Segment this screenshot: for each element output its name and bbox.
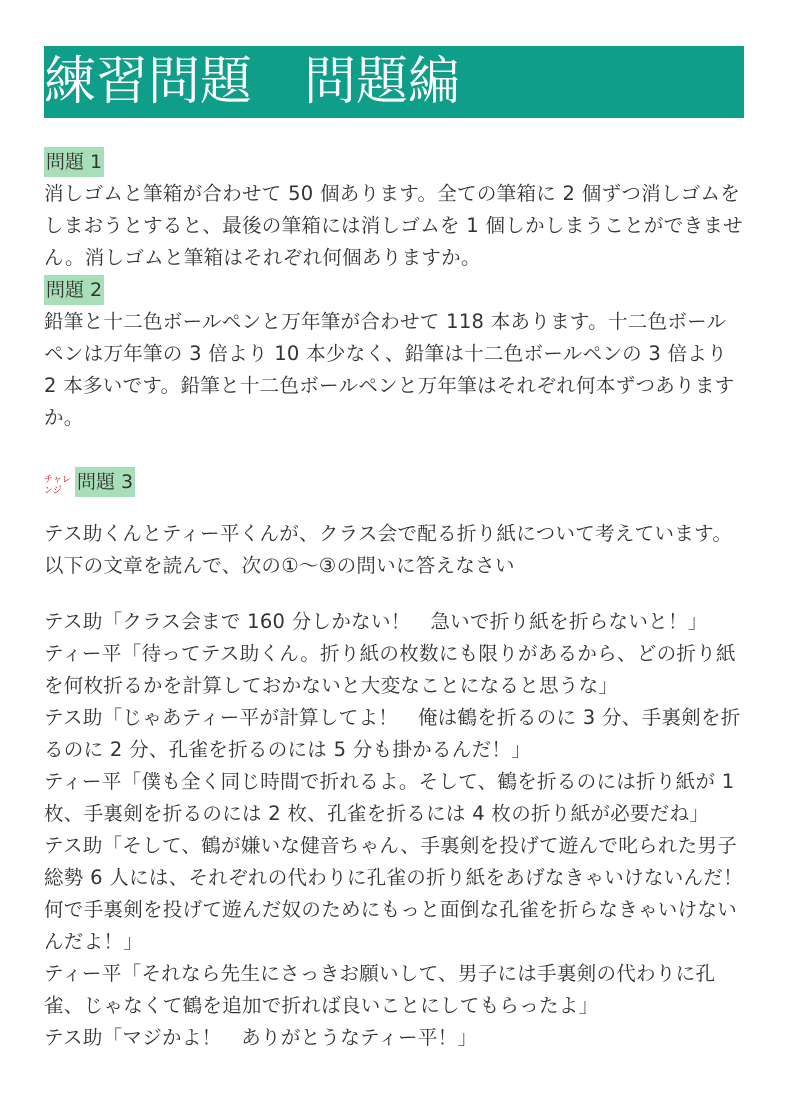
question-3-intro (44, 518, 744, 582)
question-1-label: 問題 1 (44, 147, 104, 177)
question-1-section (44, 146, 744, 274)
dialog-line: ティー平「待ってテス助くん。折り紙の枚数にも限りがあるから、どの折り紙を何枚折るかを計算しておかないと大変なことになると思うな」 (44, 642, 736, 697)
dialog-line: ティー平「それなら先生にさっきお願いして、男子には手裏剣の代わりに孔雀、じゃなくて鶴を追加で折れば良いことにしてもらったよ」 (44, 962, 716, 1017)
question-2-text: 鉛筆と十二色ボールペンと万年筆が合わせて 118 本あります。十二色ボールペンは万年筆の 3 倍より 10 本少なく、鉛筆は十二色ボールペンの 3 倍より 2 本多いです。鉛筆と十二色ボールペンと万年筆はそれぞれ何本ずつありますか。 (44, 310, 735, 429)
dialog-line: テス助「マジかよ！ ありがとうなティー平！」 (44, 1026, 478, 1049)
question-2-label: 問題 2 (44, 275, 104, 305)
question-3-dialog (44, 606, 763, 1054)
dialog-line: テス助「クラス会まで 160 分しかない！ 急いで折り紙を折らないと！」 (44, 610, 708, 633)
page-title: 練習問題 問題編 (44, 46, 744, 118)
question-3-intro-text: テス助くんとティー平くんが、クラス会で配る折り紙について考えています。以下の文章を読んで、次の①〜③の問いに答えなさい (44, 522, 733, 577)
question-1-text: 消しゴムと筆箱が合わせて 50 個あります。全ての筆箱に 2 個ずつ消しゴムをしまおうとすると、最後の筆箱には消しゴムを 1 個しかしまうことができません。消しゴムと筆箱はそれぞれ何個ありますか。 (44, 182, 743, 269)
question-3-label: 問題 3 (75, 467, 135, 497)
dialog-line: テス助「そして、鶴が嫌いな健音ちゃん、手裏剣を投げて遊んで叱られた男子総勢 6 人には、それぞれの代わりに孔雀の折り紙をあげなきゃいけないんだ！ 何で手裏剣を投げて遊んだ奴のためにもっと面倒な孔雀を折らなきゃいけないんだよ！」 (44, 834, 763, 953)
dialog-line: テス助「じゃあティー平が計算してよ！ 俺は鶴を折るのに 3 分、手裏剣を折るのに 2 分、孔雀を折るのには 5 分も掛かるんだ！」 (44, 706, 741, 761)
question-3-label-group (44, 467, 135, 497)
question-3-header (44, 460, 744, 497)
dialog-line: ティー平「僕も全く同じ時間で折れるよ。そして、鶴を折るのには折り紙が 1 枚、手裏剣を折るのには 2 枚、孔雀を折るには 4 枚の折り紙が必要だね」 (44, 770, 735, 825)
question-2-section (44, 274, 744, 434)
challenge-ruby: チャレンジ (44, 475, 71, 496)
